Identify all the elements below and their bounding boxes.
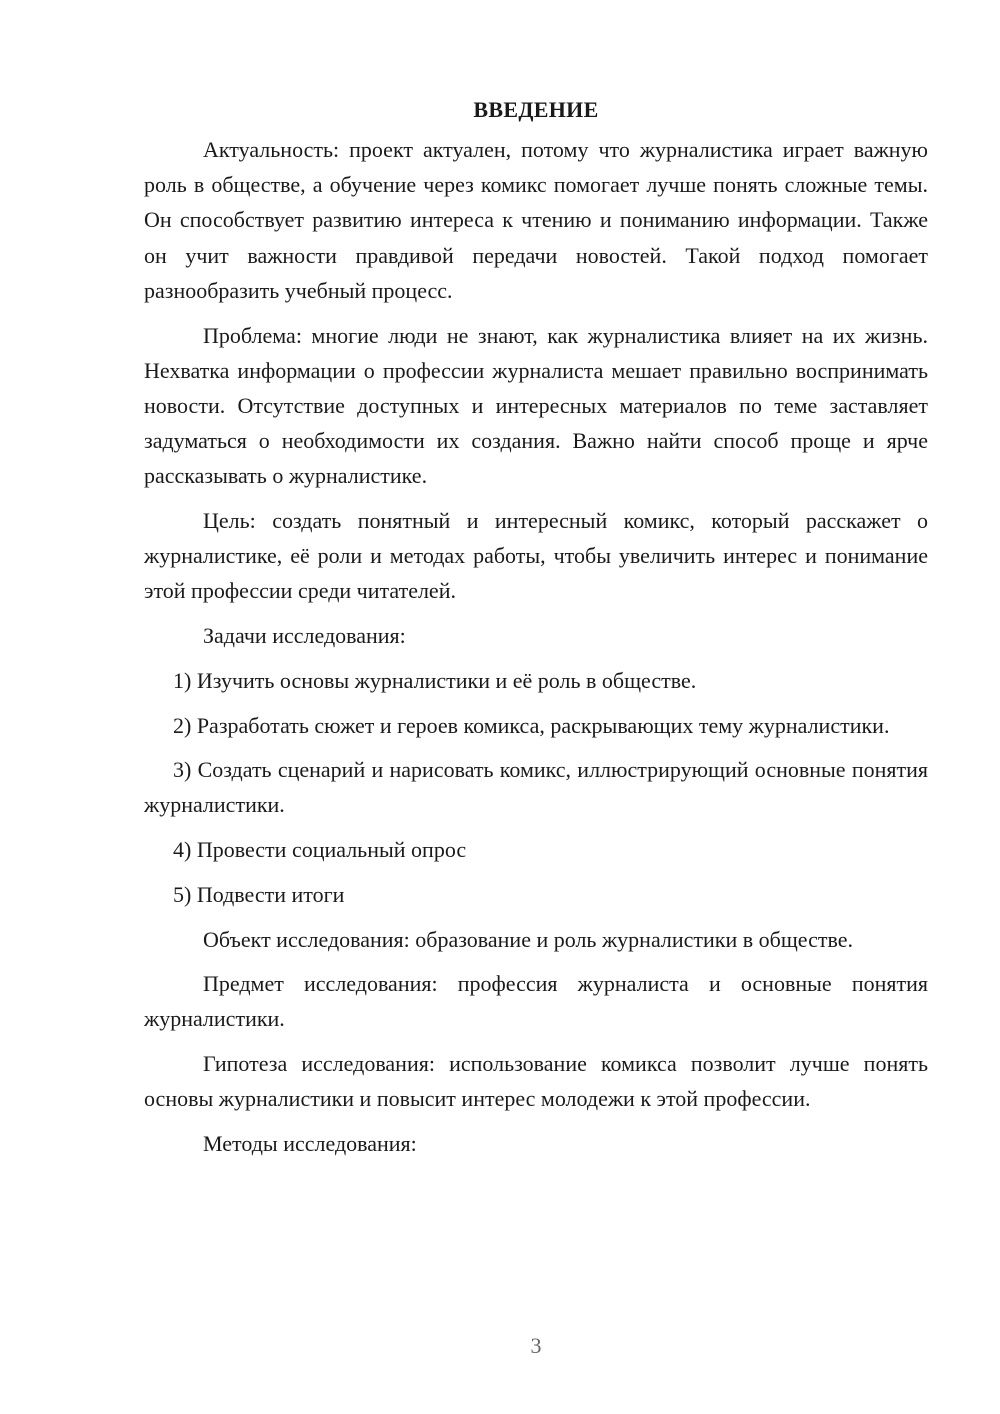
page-number: 3 (530, 1333, 542, 1358)
task-item: 2) Разработать сюжет и героев комикса, раскрывающих тему журналистики. (173, 712, 890, 738)
hypothesis-paragraph: Гипотеза исследования: использование комикса позволит лучше понять основы журналистики и повысит интерес молодежи к этой профессии. (144, 1051, 928, 1112)
object-paragraph: Объект исследования: образование и роль журналистики в обществе. (203, 926, 853, 952)
tasks-heading: Задачи исследования: (203, 623, 406, 649)
task-item: 3) Создать сценарий и нарисовать комикс, иллюстрирующий основные понятия журналистики. (144, 757, 928, 818)
methods-heading: Методы исследования: (203, 1131, 417, 1157)
problem-paragraph: Проблема: многие люди не знают, как журналистика влияет на их жизнь. Нехватка информации о профессии журналиста мешает правильно воспринимать новости. Отсутствие доступных и интересных материалов по теме заставляет задуматься о необходимости их создания. Важно найти способ проще и ярче рассказывать о журналистике. (144, 322, 928, 489)
section-heading: ВВЕДЕНИЕ (473, 97, 599, 122)
task-item: 1) Изучить основы журналистики и её роль в обществе. (173, 667, 697, 693)
goal-paragraph: Цель: создать понятный и интересный комикс, который расскажет о журналистике, её роли и методах работы, чтобы увеличить интерес и понимание этой профессии среди читателей. (144, 508, 928, 604)
document-page (144, 92, 928, 1171)
relevance-paragraph: Актуальность: проект актуален, потому что журналистика играет важную роль в обществе, а обучение через комикс помогает лучше понять сложные темы. Он способствует развитию интереса к чтению и пониманию информации. Также он учит важности правдивой передачи новостей. Такой подход помогает разнообразить учебный процесс. (144, 137, 928, 303)
subject-paragraph: Предмет исследования: профессия журналиста и основные понятия журналистики. (144, 971, 928, 1032)
task-item: 5) Подвести итоги (173, 881, 345, 907)
task-item: 4) Провести социальный опрос (173, 837, 467, 863)
